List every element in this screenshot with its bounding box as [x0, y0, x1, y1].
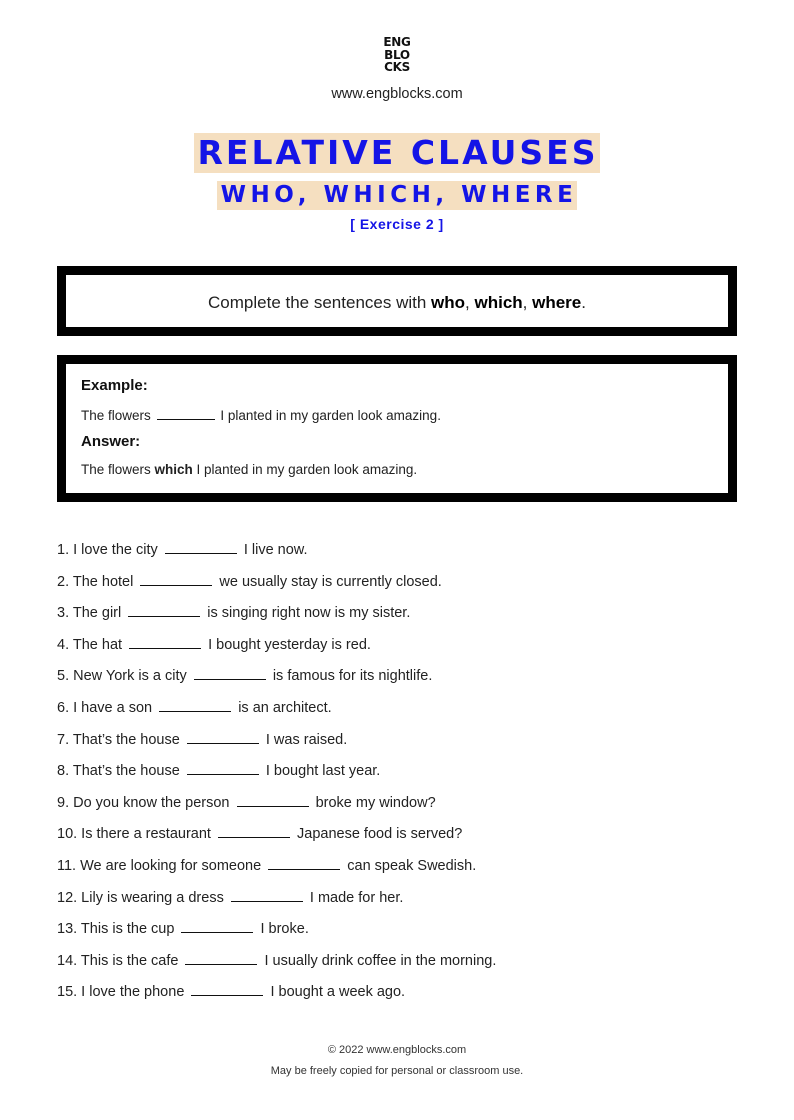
answer-blank[interactable]	[181, 918, 253, 933]
question-item	[57, 886, 737, 918]
keyword-which: which	[474, 293, 523, 312]
question-after: I made for her.	[309, 889, 404, 906]
question-before: 12. Lily is wearing a dress	[57, 889, 224, 906]
worksheet-title	[0, 133, 794, 173]
question-after: I was raised.	[265, 731, 348, 748]
instruction-prefix: Complete the sentences with	[208, 293, 432, 312]
question-after: is singing right now is my sister.	[207, 605, 411, 622]
answer-blank[interactable]	[191, 981, 263, 996]
question-item	[57, 917, 737, 949]
question-item	[57, 822, 737, 854]
question-item	[57, 759, 737, 791]
answer-after: I planted in my garden look amazing.	[192, 462, 418, 477]
example-blank	[157, 407, 215, 420]
question-before: 11. We are looking for someone	[57, 857, 262, 874]
question-after: I bought last year.	[265, 763, 381, 780]
question-before: 3. The girl	[57, 605, 122, 622]
question-after: I bought yesterday is red.	[208, 636, 371, 653]
answer-blank[interactable]	[237, 792, 309, 807]
title-text: RELATIVE CLAUSES	[194, 133, 601, 173]
question-item	[57, 980, 737, 1012]
example-after: I planted in my garden look amazing.	[220, 408, 441, 423]
logo-line: CKS	[384, 60, 410, 74]
question-before: 10. Is there a restaurant	[57, 826, 211, 843]
question-before: 13. This is the cup	[57, 921, 175, 938]
answer-blank[interactable]	[187, 760, 259, 775]
instruction-separator: ,	[522, 293, 533, 312]
instruction-separator: ,	[465, 293, 475, 312]
question-item	[57, 664, 737, 696]
question-after: I live now.	[243, 542, 308, 558]
answer-blank[interactable]	[187, 729, 259, 744]
question-list	[57, 538, 737, 1012]
engblocks-logo	[0, 36, 794, 74]
answer-blank[interactable]	[218, 823, 290, 838]
question-before: 6. I have a son	[57, 699, 153, 716]
answer-before: The flowers	[81, 462, 155, 477]
question-after: can speak Swedish.	[347, 857, 477, 874]
answer-blank[interactable]	[185, 950, 257, 965]
question-after: Japanese food is served?	[297, 826, 463, 843]
question-before: 8. That’s the house	[57, 763, 180, 780]
question-before: 1. I love the city	[57, 542, 158, 558]
keyword-who: who	[431, 293, 466, 312]
instruction-suffix: .	[581, 293, 586, 312]
question-after: is an architect.	[238, 699, 332, 716]
example-label: Example:	[81, 377, 148, 394]
answer-label: Answer:	[81, 433, 141, 450]
question-item	[57, 728, 737, 760]
subtitle-text: WHO, WHICH, WHERE	[217, 181, 578, 210]
answer-blank[interactable]	[268, 855, 340, 870]
question-item	[57, 791, 737, 823]
worksheet-subtitle	[0, 181, 794, 210]
answer-blank[interactable]	[165, 539, 237, 554]
exercise-label: [ Exercise 2 ]	[350, 216, 444, 232]
answer-blank[interactable]	[194, 665, 266, 680]
answer-word: which	[154, 462, 193, 477]
question-after: I bought a week ago.	[270, 984, 406, 1001]
question-after: we usually stay is currently closed.	[219, 573, 442, 590]
question-before: 5. New York is a city	[57, 668, 187, 685]
answer-blank[interactable]	[231, 887, 303, 902]
site-url[interactable]: www.engblocks.com	[331, 86, 463, 102]
question-before: 15. I love the phone	[57, 984, 185, 1001]
question-before: 2. The hotel	[57, 573, 134, 590]
example-sentence	[81, 407, 441, 423]
example-box	[57, 355, 737, 502]
answer-blank[interactable]	[128, 602, 200, 617]
instruction-box	[57, 266, 737, 336]
instruction-text	[66, 293, 728, 313]
question-before: 7. That’s the house	[57, 731, 180, 748]
question-item	[57, 633, 737, 665]
footer-copyright: © 2022 www.engblocks.com	[327, 1044, 467, 1056]
question-after: is famous for its nightlife.	[272, 668, 433, 685]
example-before: The flowers	[81, 408, 151, 423]
answer-blank[interactable]	[159, 697, 231, 712]
question-before: 14. This is the cafe	[57, 952, 179, 969]
question-item	[57, 949, 737, 981]
question-after: I usually drink coffee in the morning.	[264, 952, 497, 969]
footer-license: May be freely copied for personal or classroom use.	[270, 1065, 524, 1077]
answer-blank[interactable]	[140, 571, 212, 586]
question-after: broke my window?	[315, 794, 436, 811]
question-before: 4. The hat	[57, 636, 123, 653]
question-item	[57, 570, 737, 602]
question-item	[57, 601, 737, 633]
answer-sentence	[81, 462, 417, 477]
logo-line: ENG	[383, 35, 411, 49]
logo-line: BLO	[384, 47, 410, 62]
question-item	[57, 538, 737, 570]
question-item	[57, 854, 737, 886]
question-item	[57, 696, 737, 728]
answer-blank[interactable]	[129, 634, 201, 649]
keyword-where: where	[532, 293, 582, 312]
question-after: I broke.	[260, 921, 309, 938]
question-before: 9. Do you know the person	[57, 794, 230, 811]
